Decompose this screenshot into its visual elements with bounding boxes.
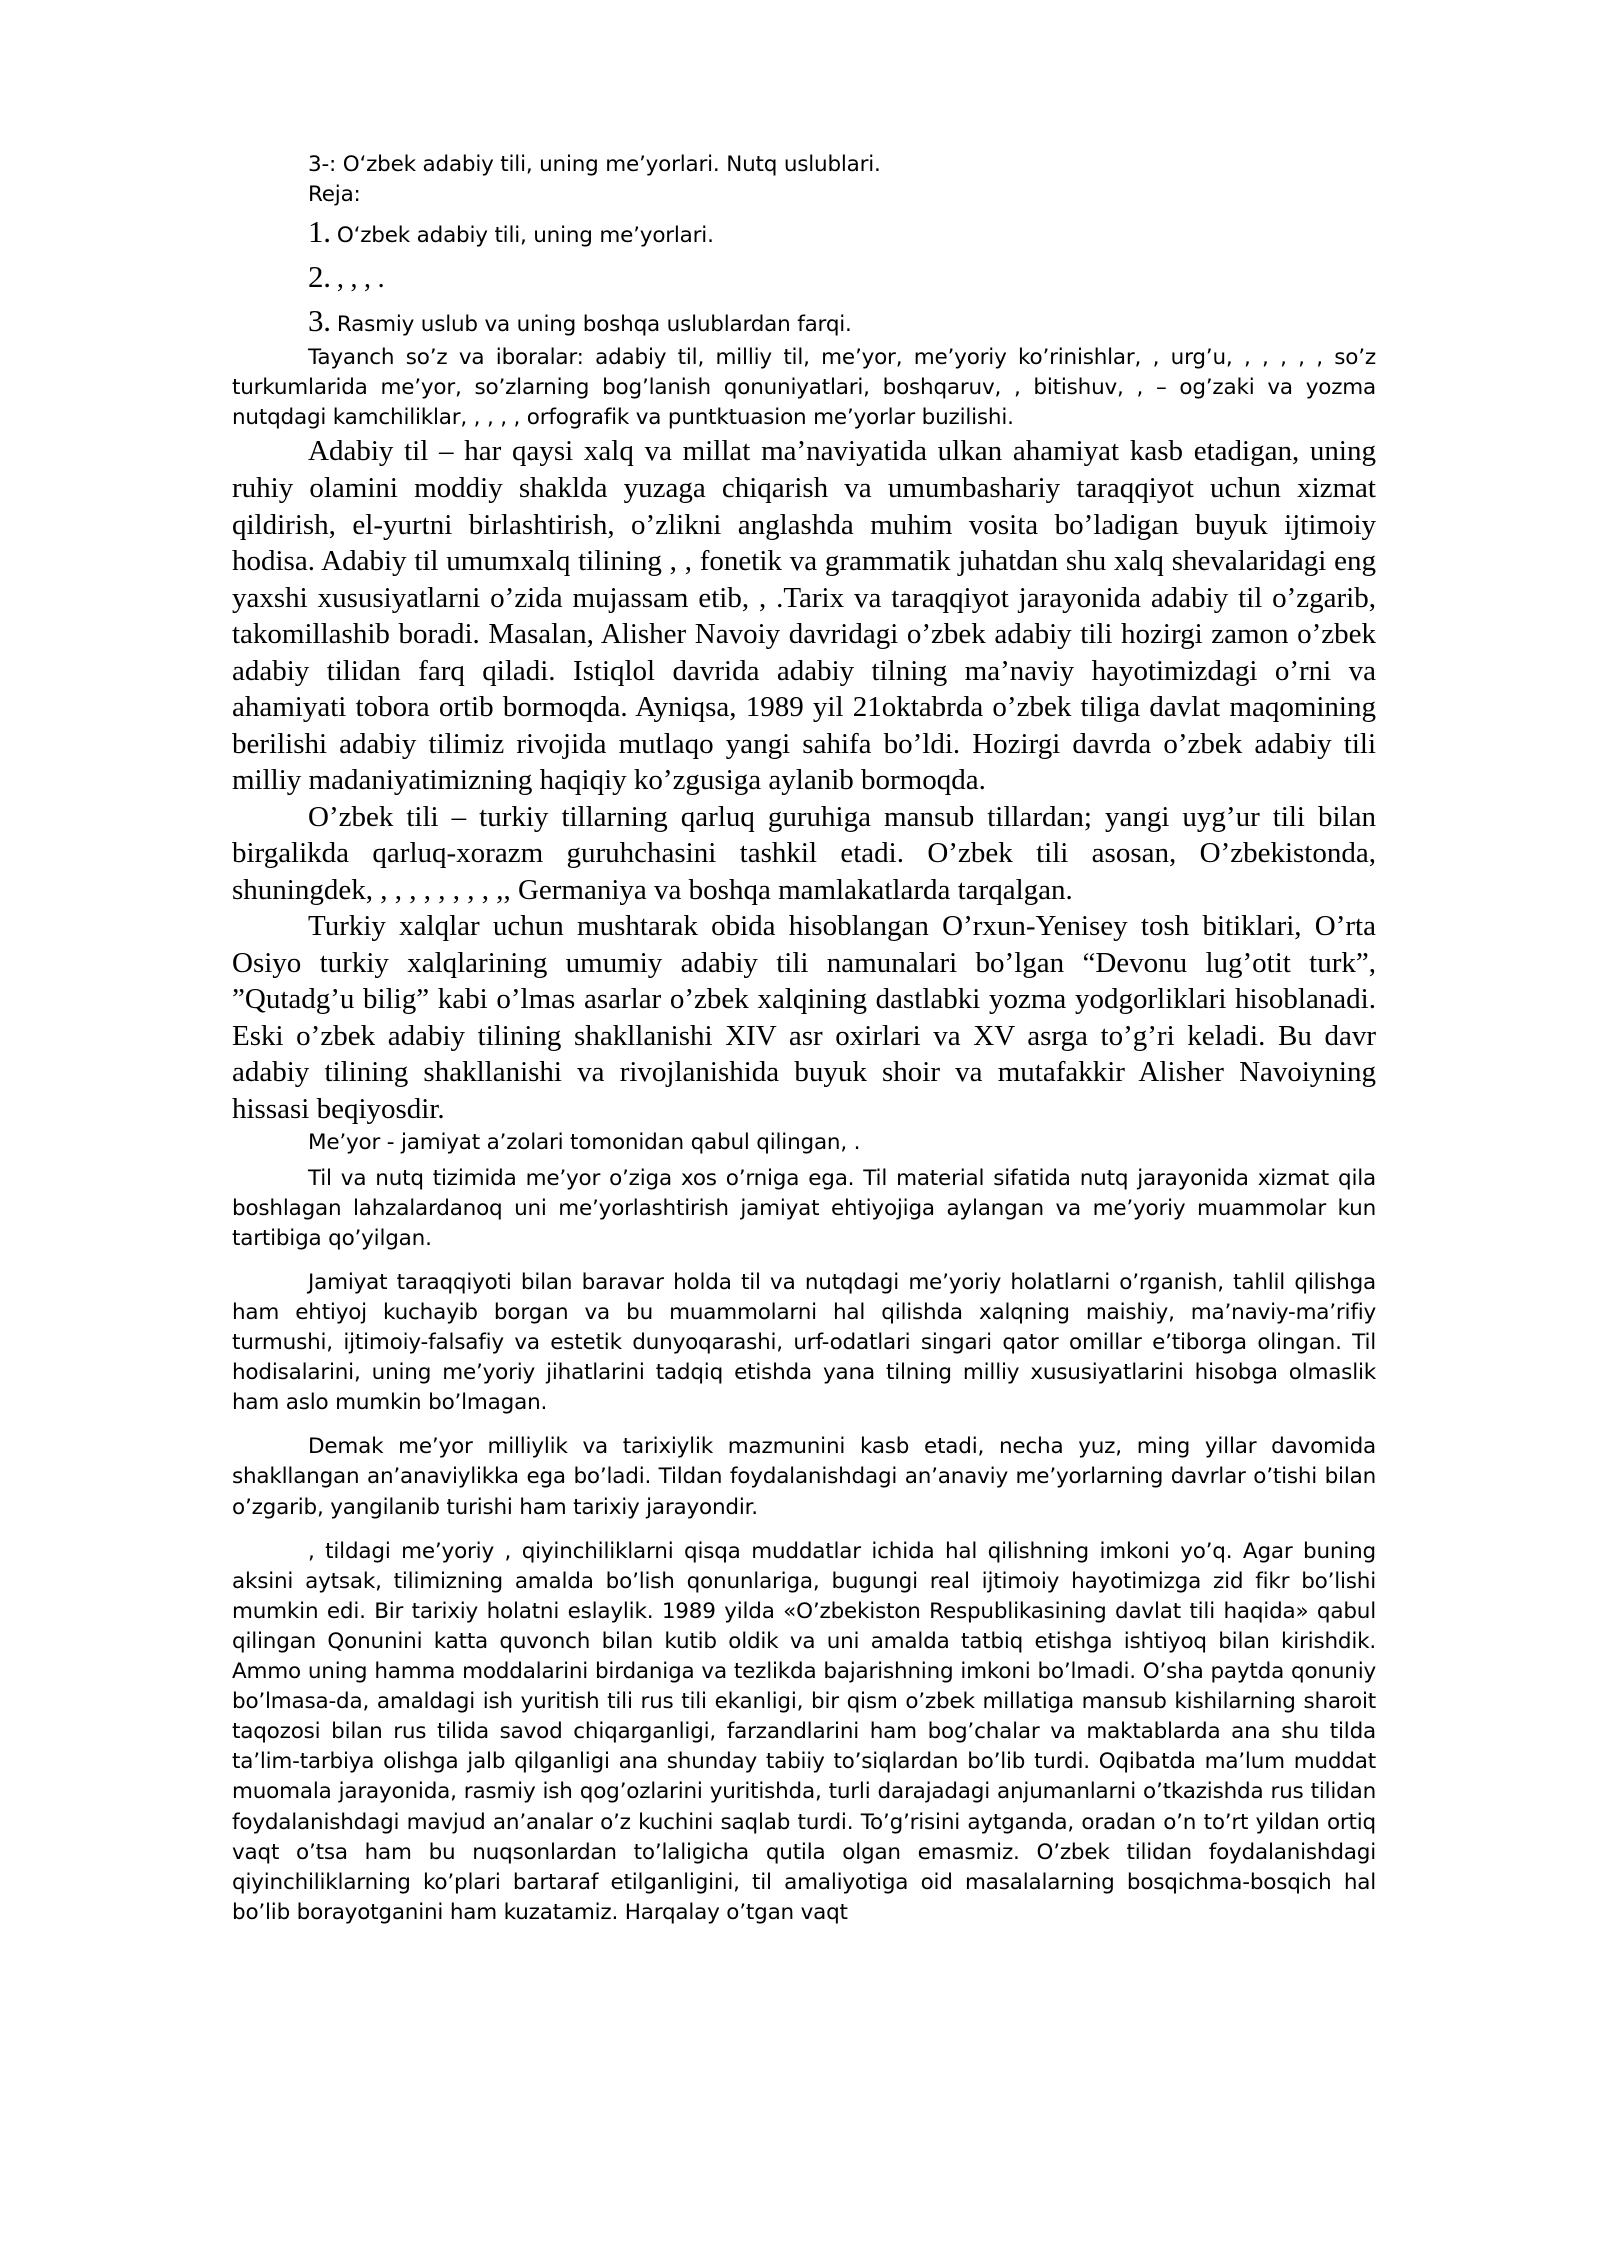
plan-item-text: Rasmiy uslub va uning boshqa uslublardan farqi.	[336, 311, 852, 337]
plan-item-number: 3.	[308, 302, 331, 338]
body-paragraph: O’zbek tili – turkiy tillarning qarluq guruhiga mansub tillardan; yangi uyg’ur tili bilan birgalikda qarluq-xorazm guruhchasini tashkil etadi. O’zbek tili asosan, O’zbekistonda, shuningdek, , , , , , , , , ,, Germaniya va boshqa mamlakatlarda tarqalgan.	[232, 800, 1376, 906]
plan-item	[232, 255, 1376, 299]
body-paragraph: Demak me’yor milliylik va tarixiylik mazmunini kasb etadi, necha yuz, ming yillar davomida shakllangan an’anaviylikka ega bo’ladi. Tildan foydalanishdagi an’anaviy me’yorlarning davrlar o’tishi bilan o’zgarib, yangilanib turishi ham tarixiy jarayondir.	[232, 1434, 1376, 1520]
definition-paragraph: Me’yor - jamiyat a’zolari tomonidan qabul qilingan, .	[308, 1129, 861, 1155]
keywords-paragraph: Tayanch so’z va iboralar: adabiy til, milliy til, me’yor, me’yoriy ko’rinishlar, , urg’u, , , , , , so’z turkumlarida me’yor, so’zlarning bog’lanish qonuniyatlari, boshqaruv, , bitishuv, , – og’zaki va yozma nutqdagi kamchiliklar, , , , , orfografik va puntktuasion me’yorlar buzilishi.	[232, 345, 1376, 431]
plan-item	[232, 210, 1376, 254]
body-paragraph: Til va nutq tizimida me’yor o’ziga xos o’rniga ega. Til material sifatida nutq jarayonida xizmat qila boshlagan lahzalardanoq uni me’yorlashtirish jamiyat ehtiyojiga aylangan va me’yoriy muammolar kun tartibiga qo’yilgan.	[232, 1165, 1376, 1251]
plan-item-number: 1.	[308, 214, 331, 250]
body-paragraph: , tildagi me’yoriy , qiyinchiliklarni qisqa muddatlar ichida hal qilishning imkoni yo’q. Agar buning aksini aytsak, tilimizning amalda bo’lish qonunlariga, bugungi real ijtimoiy hayotimizga zid fikr bo’lishi mumkin edi. Bir tarixiy holatni eslaylik. 1989 yilda «O’zbekiston Respublikasining davlat tili haqida» qabul qilingan Qonunini katta quvonch bilan kutib oldik va uni amalda tatbiq etishga ishtiyoq bilan kirishdik. Ammo uning hamma moddalarini birdaniga va tezlikda bajarishning imkoni bo’lmadi. O’sha paytda qonuniy bo’lmasa-da, amaldagi ish yuritish tili rus tili ekanligi, bir qism o’zbek millatiga mansub kishilarning sharoit taqozosi bilan rus tilida savod chiqarganligi, farzandlarini ham bog’chalar va maktablarda ana shu tilda ta’lim-tarbiya olishga jalb qilganligi ana shunday tabiiy to’siqlardan bo’lib turdi. Oqibatda ma’lum muddat muomala jarayonida, rasmiy ish qog’ozlarini yuritishda, turli darajadagi anjumanlarni o’tkazishda rus tilidan foydalanishdagi mavjud an’analar o’z kuchini saqlab turdi. To’g’risini aytganda, oradan o’n to’rt yildan ortiq vaqt o’tsa ham bu nuqsonlardan to’laligicha qutila olgan emasmiz. O’zbek tilidan foydalanishdagi qiyinchiliklarning ko’plari bartaraf etilganligini, til amaliyotiga oid masalalarning bosqichma-bosqich hal bo’lib borayotganini ham kuzatamiz. Harqalay o’tgan vaqt	[232, 1538, 1376, 1925]
plan-item-number: 2.	[308, 258, 331, 294]
document-page	[232, 150, 1376, 1928]
plan-label: Reja:	[308, 182, 361, 208]
body-paragraph: Adabiy til – har qaysi xalq va millat ma’naviyatida ulkan ahamiyat kasb etadigan, uning ruhiy olamini moddiy shaklda yuzaga chiqarish va umumbashariy taraqqiyot uchun xizmat qildirish, el-yurtni birlashtirish, o’zlikni anglashda muhim vosita bo’ladigan buyuk ijtimoiy hodisa. Adabiy til umumxalq tilining , , fonetik va grammatik juhatdan shu xalq shevalaridagi eng yaxshi xususiyatlarni o’zida mujassam etib, , .Tarix va taraqqiyot jarayonida adabiy til o’zgarib, takomillashib boradi. Masalan, Alisher Navoiy davridagi o’zbek adabiy tili hozirgi zamon o’zbek adabiy tilidan farq qiladi. Istiqlol davrida adabiy tilning ma’naviy hayotimizdagi o’rni va ahamiyati tobora ortib bormoqda. Ayniqsa, 1989 yil 21oktabrda o’zbek tiliga davlat maqomining berilishi adabiy tilimiz rivojida mutlaqo yangi sahifa bo’ldi. Hozirgi davrda o’zbek adabiy tili milliy madaniyatimizning haqiqiy ko’zgusiga aylanib bormoqda.	[232, 435, 1376, 797]
plan-item	[232, 299, 1376, 343]
body-paragraph: Jamiyat taraqqiyoti bilan baravar holda til va nutqdagi me’yoriy holatlarni o’rganish, tahlil qilishga ham ehtiyoj kuchayib borgan va bu muammolarni hal qilishda xalqning maishiy, ma’naviy-ma’rifiy turmushi, ijtimoiy-falsafiy va estetik dunyoqarashi, urf-odatlari singari qator omillar e’tiborga olingan. Til hodisalarini, uning me’yoriy jihatlarini tadqiq etishda yana tilning milliy xususiyatlarini hisobga olmaslik ham aslo mumkin bo’lmagan.	[232, 1269, 1376, 1416]
plan-item-text: , , , .	[336, 262, 385, 294]
plan-item-text: Oʻzbek adabiy tili, uning me’yorlari.	[336, 223, 714, 249]
document-title: 3-: Oʻzbek adabiy tili, uning me’yorlari. Nutq uslublari.	[308, 152, 881, 177]
body-paragraph: Turkiy xalqlar uchun mushtarak obida hisoblangan O’rxun-Yenisey tosh bitiklari, O’rta Osiyo turkiy xalqlarining umumiy adabiy tili namunalari bo’lgan “Devonu lug’otit turk”, ”Qutadg’u bilig” kabi o’lmas asarlar o’zbek xalqining dastlabki yozma yodgorliklari hisoblanadi. Eski o’zbek adabiy tilining shakllanishi XIV asr oxirlari va XV asrga to’g’ri keladi. Bu davr adabiy tilining shakllanishi va rivojlanishida buyuk shoir va mutafakkir Alisher Navoiyning hissasi beqiyosdir.	[232, 910, 1376, 1126]
